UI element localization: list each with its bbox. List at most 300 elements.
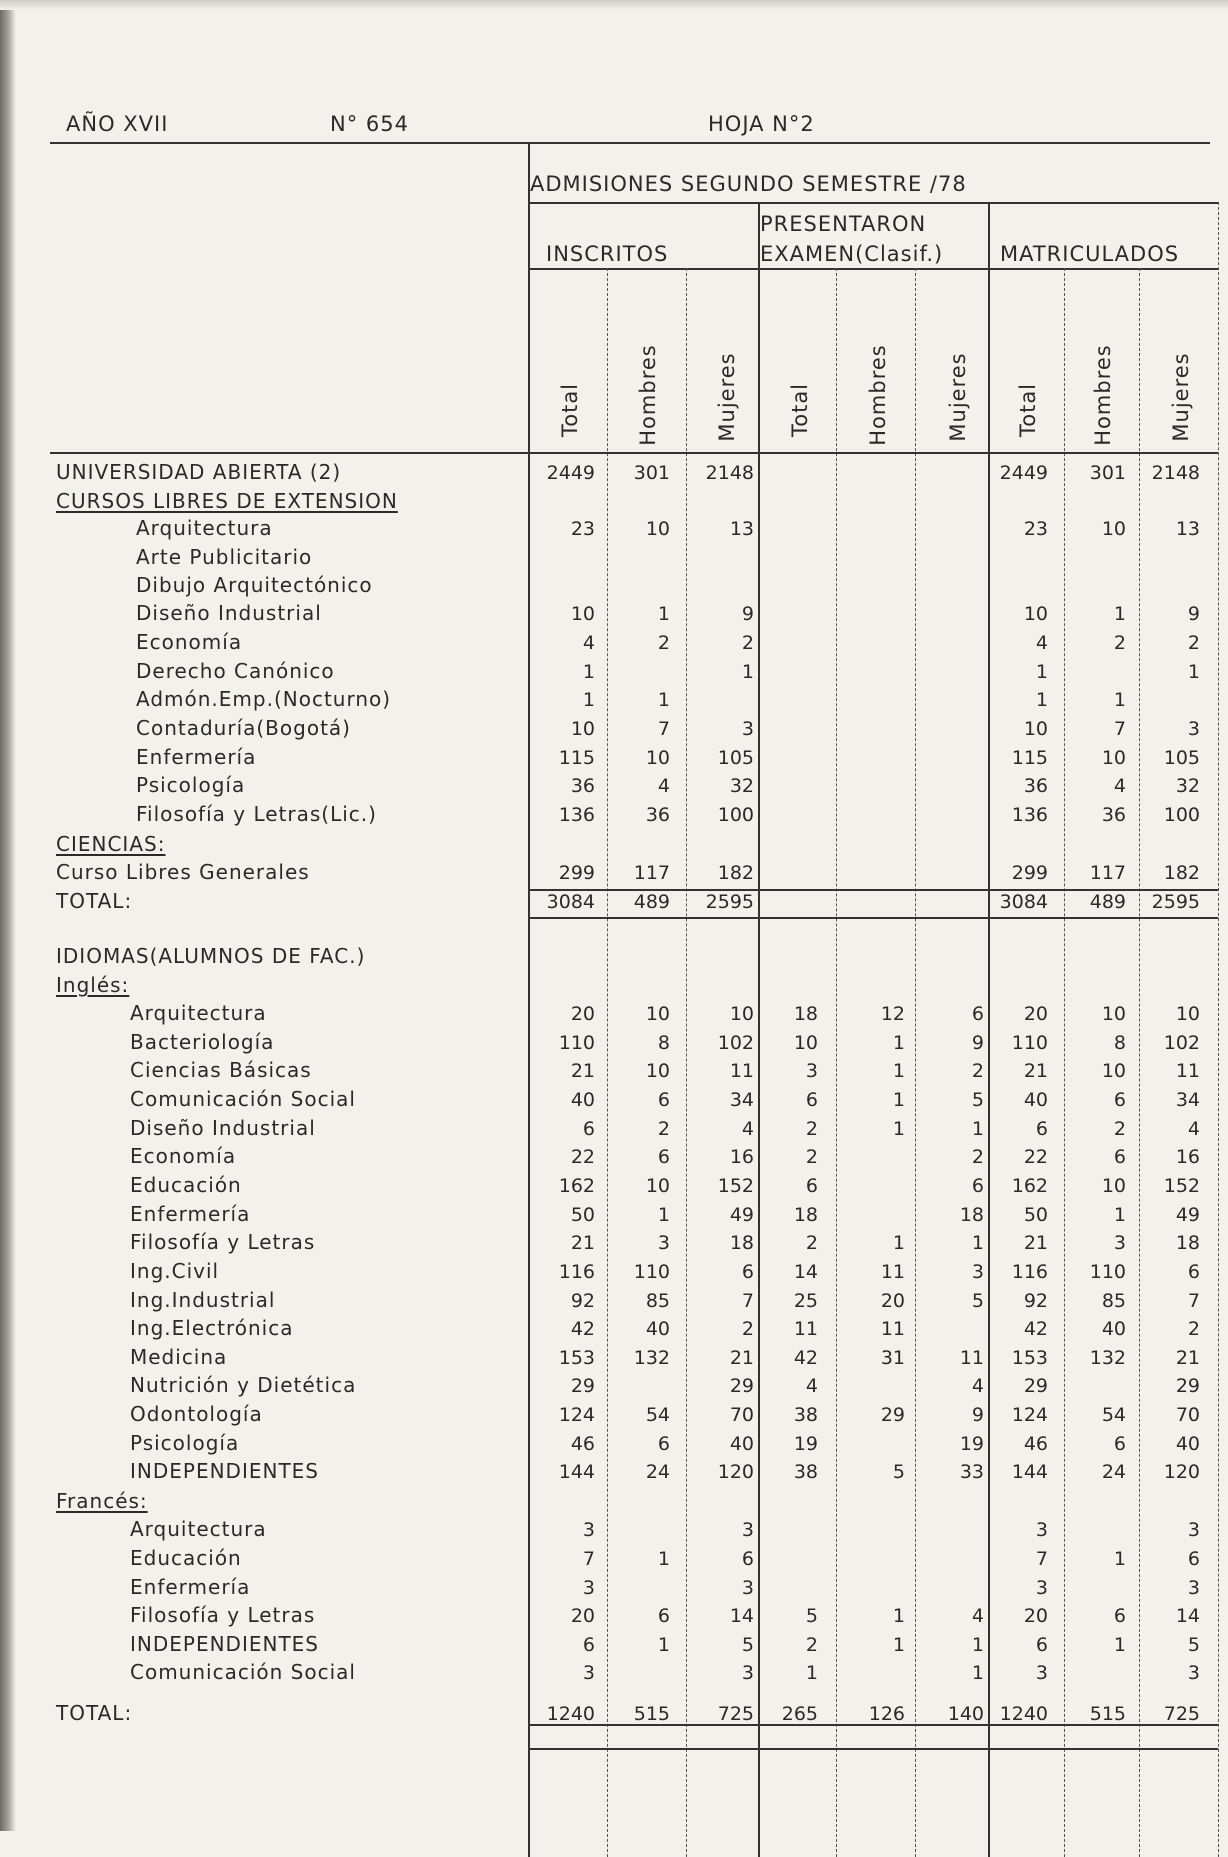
table-cell: 36 bbox=[570, 775, 595, 797]
table-cell: 40 bbox=[1101, 1318, 1126, 1340]
table-cell: 3 bbox=[582, 1662, 595, 1684]
table-cell: 6 bbox=[582, 1634, 595, 1656]
table-cell: 2 bbox=[805, 1634, 818, 1656]
table-cell: 20 bbox=[1023, 1605, 1048, 1627]
table-cell: 10 bbox=[1101, 1060, 1126, 1082]
table-cell: 2148 bbox=[705, 462, 754, 484]
table-cell: 1 bbox=[971, 1634, 984, 1656]
table-cell: 46 bbox=[1023, 1433, 1048, 1455]
table-cell: 102 bbox=[1163, 1032, 1200, 1054]
table-cell: 2 bbox=[1187, 632, 1200, 654]
table-cell: 40 bbox=[1023, 1089, 1048, 1111]
table-cell: 16 bbox=[1175, 1146, 1200, 1168]
table-cell: 3 bbox=[741, 1577, 754, 1599]
table-cell: 10 bbox=[1101, 518, 1126, 540]
table-cell: 10 bbox=[645, 747, 670, 769]
table-cell: 10 bbox=[645, 1003, 670, 1025]
table-cell: 117 bbox=[633, 862, 670, 884]
table-cell: 85 bbox=[1101, 1290, 1126, 1312]
table-cell: 46 bbox=[570, 1433, 595, 1455]
table-cell: 6 bbox=[1113, 1089, 1126, 1111]
table-cell: 6 bbox=[971, 1175, 984, 1197]
row-label: Contaduría(Bogotá) bbox=[136, 716, 351, 740]
table-cell: 3 bbox=[1113, 1232, 1126, 1254]
table-cell: 6 bbox=[1113, 1433, 1126, 1455]
table-cell: 4 bbox=[1113, 775, 1126, 797]
table-cell: 29 bbox=[729, 1375, 754, 1397]
table-cell: 29 bbox=[1023, 1375, 1048, 1397]
table-cell: 4 bbox=[582, 632, 595, 654]
table-cell: 153 bbox=[558, 1347, 595, 1369]
row-label: Filosofía y Letras(Lic.) bbox=[136, 802, 377, 826]
issue-number: N° 654 bbox=[330, 112, 409, 136]
row-label: Odontología bbox=[130, 1402, 263, 1426]
table-cell: 2449 bbox=[999, 462, 1048, 484]
row-label: Ing.Electrónica bbox=[130, 1316, 294, 1340]
table-cell: 3 bbox=[1035, 1662, 1048, 1684]
table-cell: 6 bbox=[1187, 1548, 1200, 1570]
subcol-mujeres: Mujeres bbox=[715, 352, 739, 442]
row-label: CURSOS LIBRES DE EXTENSION bbox=[56, 489, 398, 513]
table-cell: 9 bbox=[1187, 603, 1200, 625]
table-cell: 3 bbox=[1035, 1577, 1048, 1599]
table-cell: 36 bbox=[1023, 775, 1048, 797]
table-cell: 10 bbox=[570, 718, 595, 740]
row-label: Dibujo Arquitectónico bbox=[136, 573, 373, 597]
table-cell: 11 bbox=[793, 1318, 818, 1340]
row-label: Ing.Civil bbox=[130, 1259, 220, 1283]
row-label: Enfermería bbox=[130, 1202, 251, 1226]
table-cell: 14 bbox=[793, 1261, 818, 1283]
row-label: Arquitectura bbox=[136, 516, 273, 540]
table-cell: 120 bbox=[1163, 1461, 1200, 1483]
table-cell: 18 bbox=[793, 1003, 818, 1025]
table-cell: 92 bbox=[1023, 1290, 1048, 1312]
subcol-total: Total bbox=[788, 382, 812, 438]
table-cell: 3 bbox=[1187, 718, 1200, 740]
row-label: Filosofía y Letras bbox=[130, 1603, 316, 1627]
table-cell: 21 bbox=[1023, 1232, 1048, 1254]
table-cell: 7 bbox=[1113, 718, 1126, 740]
page-edge-shadow bbox=[0, 0, 16, 1831]
row-label: Medicina bbox=[130, 1345, 228, 1369]
group-presentaron-line2: EXAMEN(Clasif.) bbox=[760, 242, 944, 266]
table-cell: 4 bbox=[971, 1375, 984, 1397]
table-cell: 6 bbox=[741, 1261, 754, 1283]
table-cell: 2 bbox=[741, 632, 754, 654]
row-label: Bacteriología bbox=[130, 1030, 275, 1054]
table-cell: 100 bbox=[717, 804, 754, 826]
table-cell: 301 bbox=[1089, 462, 1126, 484]
table-cell: 7 bbox=[1187, 1290, 1200, 1312]
table-cell: 162 bbox=[558, 1175, 595, 1197]
table-cell: 3 bbox=[1187, 1577, 1200, 1599]
table-cell: 2449 bbox=[546, 462, 595, 484]
table-cell: 21 bbox=[1023, 1060, 1048, 1082]
table-cell: 9 bbox=[971, 1032, 984, 1054]
table-cell: 4 bbox=[741, 1118, 754, 1140]
table-cell: 1 bbox=[582, 689, 595, 711]
table-cell: 1 bbox=[892, 1089, 905, 1111]
table-cell: 2 bbox=[971, 1060, 984, 1082]
table-cell: 7 bbox=[741, 1290, 754, 1312]
table-cell: 20 bbox=[880, 1290, 905, 1312]
table-cell: 24 bbox=[645, 1461, 670, 1483]
table-cell: 105 bbox=[717, 747, 754, 769]
table-cell: 725 bbox=[1163, 1703, 1200, 1725]
table-cell: 21 bbox=[570, 1060, 595, 1082]
table-cell: 5 bbox=[1187, 1634, 1200, 1656]
table-cell: 40 bbox=[645, 1318, 670, 1340]
table-cell: 11 bbox=[880, 1261, 905, 1283]
table-cell: 299 bbox=[1011, 862, 1048, 884]
row-label: TOTAL: bbox=[56, 889, 133, 913]
table-cell: 20 bbox=[570, 1605, 595, 1627]
table-cell: 2 bbox=[971, 1146, 984, 1168]
row-label: Ciencias Básicas bbox=[130, 1058, 312, 1082]
table-cell: 1 bbox=[892, 1232, 905, 1254]
table-cell: 10 bbox=[1023, 603, 1048, 625]
row-label: Psicología bbox=[136, 773, 246, 797]
table-cell: 24 bbox=[1101, 1461, 1126, 1483]
table-cell: 70 bbox=[729, 1404, 754, 1426]
table-cell: 489 bbox=[633, 891, 670, 913]
row-label: Diseño Industrial bbox=[130, 1116, 316, 1140]
table-cell: 6 bbox=[971, 1003, 984, 1025]
table-cell: 1 bbox=[741, 661, 754, 683]
table-cell: 3 bbox=[741, 1519, 754, 1541]
table-cell: 2 bbox=[741, 1318, 754, 1340]
table-cell: 13 bbox=[729, 518, 754, 540]
table-cell: 10 bbox=[729, 1003, 754, 1025]
subcol-total: Total bbox=[1016, 382, 1040, 438]
table-cell: 54 bbox=[1101, 1404, 1126, 1426]
table-cell: 36 bbox=[645, 804, 670, 826]
table-cell: 14 bbox=[729, 1605, 754, 1627]
table-cell: 1 bbox=[805, 1662, 818, 1684]
table-cell: 6 bbox=[805, 1175, 818, 1197]
table-cell: 1 bbox=[657, 603, 670, 625]
table-cell: 116 bbox=[558, 1261, 595, 1283]
table-cell: 13 bbox=[1175, 518, 1200, 540]
table-cell: 10 bbox=[570, 603, 595, 625]
table-cell: 31 bbox=[880, 1347, 905, 1369]
table-cell: 10 bbox=[1101, 747, 1126, 769]
table-cell: 725 bbox=[717, 1703, 754, 1725]
table-cell: 5 bbox=[892, 1461, 905, 1483]
table-cell: 3 bbox=[805, 1060, 818, 1082]
table-cell: 182 bbox=[1163, 862, 1200, 884]
table-cell: 1 bbox=[971, 1232, 984, 1254]
table-cell: 8 bbox=[657, 1032, 670, 1054]
table-cell: 3 bbox=[582, 1577, 595, 1599]
table-cell: 6 bbox=[1035, 1634, 1048, 1656]
table-cell: 19 bbox=[793, 1433, 818, 1455]
table-cell: 92 bbox=[570, 1290, 595, 1312]
table-cell: 116 bbox=[1011, 1261, 1048, 1283]
subcol-hombres: Hombres bbox=[1091, 344, 1115, 446]
table-cell: 2595 bbox=[1151, 891, 1200, 913]
row-label: CIENCIAS: bbox=[56, 832, 166, 856]
table-cell: 3 bbox=[582, 1519, 595, 1541]
row-label: Nutrición y Dietética bbox=[130, 1373, 357, 1397]
sheet-number: HOJA N°2 bbox=[708, 112, 815, 136]
table-cell: 6 bbox=[657, 1433, 670, 1455]
table-cell: 140 bbox=[947, 1703, 984, 1725]
table-cell: 54 bbox=[645, 1404, 670, 1426]
table-cell: 4 bbox=[971, 1605, 984, 1627]
table-cell: 3084 bbox=[999, 891, 1048, 913]
row-label: UNIVERSIDAD ABIERTA (2) bbox=[56, 460, 342, 484]
table-cell: 21 bbox=[570, 1232, 595, 1254]
table-cell: 32 bbox=[1175, 775, 1200, 797]
table-cell: 4 bbox=[657, 775, 670, 797]
table-cell: 1 bbox=[657, 689, 670, 711]
table-cell: 11 bbox=[1175, 1060, 1200, 1082]
row-label: Educación bbox=[130, 1546, 242, 1570]
table-cell: 10 bbox=[645, 1060, 670, 1082]
table-cell: 1 bbox=[1035, 689, 1048, 711]
table-cell: 21 bbox=[1175, 1347, 1200, 1369]
table-cell: 19 bbox=[959, 1433, 984, 1455]
table-cell: 18 bbox=[959, 1204, 984, 1226]
table-cell: 6 bbox=[1035, 1118, 1048, 1140]
table-cell: 2595 bbox=[705, 891, 754, 913]
table-cell: 3 bbox=[741, 1662, 754, 1684]
table-cell: 6 bbox=[1187, 1261, 1200, 1283]
table-cell: 2 bbox=[805, 1232, 818, 1254]
table-cell: 7 bbox=[657, 718, 670, 740]
table-cell: 50 bbox=[1023, 1204, 1048, 1226]
table-cell: 2 bbox=[657, 1118, 670, 1140]
row-label: Derecho Canónico bbox=[136, 659, 335, 683]
table-cell: 2 bbox=[805, 1118, 818, 1140]
table-cell: 29 bbox=[880, 1404, 905, 1426]
table-cell: 36 bbox=[1101, 804, 1126, 826]
table-cell: 1 bbox=[1113, 1548, 1126, 1570]
table-cell: 1 bbox=[1113, 1634, 1126, 1656]
table-cell: 34 bbox=[1175, 1089, 1200, 1111]
table-cell: 299 bbox=[558, 862, 595, 884]
table-cell: 110 bbox=[558, 1032, 595, 1054]
table-cell: 1 bbox=[971, 1662, 984, 1684]
table-cell: 11 bbox=[880, 1318, 905, 1340]
table-cell: 1 bbox=[892, 1060, 905, 1082]
row-label: Curso Libres Generales bbox=[56, 860, 310, 884]
table-cell: 6 bbox=[657, 1089, 670, 1111]
subcol-hombres: Hombres bbox=[636, 344, 660, 446]
table-cell: 136 bbox=[558, 804, 595, 826]
table-cell: 23 bbox=[1023, 518, 1048, 540]
table-cell: 1 bbox=[892, 1118, 905, 1140]
row-label: INDEPENDIENTES bbox=[130, 1459, 319, 1483]
table-cell: 136 bbox=[1011, 804, 1048, 826]
table-left-border bbox=[528, 142, 530, 1857]
table-cell: 9 bbox=[741, 603, 754, 625]
row-label: Arquitectura bbox=[130, 1001, 267, 1025]
table-cell: 42 bbox=[570, 1318, 595, 1340]
table-cell: 5 bbox=[741, 1634, 754, 1656]
table-cell: 3 bbox=[657, 1232, 670, 1254]
table-cell: 301 bbox=[633, 462, 670, 484]
table-cell: 1 bbox=[657, 1548, 670, 1570]
table-cell: 10 bbox=[1175, 1003, 1200, 1025]
table-cell: 6 bbox=[1113, 1146, 1126, 1168]
table-cell: 40 bbox=[1175, 1433, 1200, 1455]
table-cell: 33 bbox=[959, 1461, 984, 1483]
table-cell: 2 bbox=[1113, 1118, 1126, 1140]
row-label: Admón.Emp.(Nocturno) bbox=[136, 687, 392, 711]
table-cell: 265 bbox=[781, 1703, 818, 1725]
table-cell: 153 bbox=[1011, 1347, 1048, 1369]
group-presentaron-line1: PRESENTARON bbox=[760, 212, 927, 236]
table-cell: 124 bbox=[558, 1404, 595, 1426]
row-label: Inglés: bbox=[56, 973, 130, 997]
table-cell: 70 bbox=[1175, 1404, 1200, 1426]
table-cell: 10 bbox=[645, 1175, 670, 1197]
table-cell: 50 bbox=[570, 1204, 595, 1226]
table-cell: 8 bbox=[1113, 1032, 1126, 1054]
table-cell: 1 bbox=[892, 1032, 905, 1054]
table-cell: 1 bbox=[582, 661, 595, 683]
table-cell: 515 bbox=[633, 1703, 670, 1725]
table-cell: 1 bbox=[1113, 1204, 1126, 1226]
group-rule bbox=[528, 268, 1218, 270]
table-cell: 20 bbox=[1023, 1003, 1048, 1025]
table-cell: 14 bbox=[1175, 1605, 1200, 1627]
year-label: AÑO XVII bbox=[66, 112, 169, 136]
table-cell: 34 bbox=[729, 1089, 754, 1111]
table-cell: 2 bbox=[805, 1146, 818, 1168]
table-cell: 85 bbox=[645, 1290, 670, 1312]
table-cell: 1240 bbox=[546, 1703, 595, 1725]
table-cell: 115 bbox=[558, 747, 595, 769]
table-cell: 115 bbox=[1011, 747, 1048, 769]
table-cell: 110 bbox=[633, 1261, 670, 1283]
table-cell: 1 bbox=[1113, 689, 1126, 711]
table-cell: 1 bbox=[657, 1634, 670, 1656]
table-cell: 16 bbox=[729, 1146, 754, 1168]
table-cell: 49 bbox=[1175, 1204, 1200, 1226]
table-cell: 1 bbox=[1187, 661, 1200, 683]
table-cell: 7 bbox=[582, 1548, 595, 1570]
table-cell: 42 bbox=[1023, 1318, 1048, 1340]
row-label: Ing.Industrial bbox=[130, 1288, 276, 1312]
table-cell: 12 bbox=[880, 1003, 905, 1025]
table-cell: 20 bbox=[570, 1003, 595, 1025]
table-cell: 10 bbox=[645, 518, 670, 540]
row-label: Francés: bbox=[56, 1489, 148, 1513]
table-cell: 6 bbox=[582, 1118, 595, 1140]
table-cell: 22 bbox=[1023, 1146, 1048, 1168]
table-cell: 100 bbox=[1163, 804, 1200, 826]
table-cell: 2 bbox=[1187, 1318, 1200, 1340]
title-rule bbox=[528, 202, 1218, 204]
table-cell: 3084 bbox=[546, 891, 595, 913]
table-cell: 38 bbox=[793, 1461, 818, 1483]
table-cell: 117 bbox=[1089, 862, 1126, 884]
table-cell: 2148 bbox=[1151, 462, 1200, 484]
table-cell: 49 bbox=[729, 1204, 754, 1226]
header-rule bbox=[50, 142, 1210, 144]
table-cell: 2 bbox=[1113, 632, 1126, 654]
table-cell: 162 bbox=[1011, 1175, 1048, 1197]
table-cell: 1 bbox=[892, 1605, 905, 1627]
table-cell: 18 bbox=[793, 1204, 818, 1226]
table-cell: 152 bbox=[717, 1175, 754, 1197]
row-label: Comunicación Social bbox=[130, 1087, 356, 1111]
table-cell: 40 bbox=[729, 1433, 754, 1455]
row-label: Filosofía y Letras bbox=[130, 1230, 316, 1254]
table-cell: 6 bbox=[1113, 1605, 1126, 1627]
table-cell: 3 bbox=[1035, 1519, 1048, 1541]
row-label: Enfermería bbox=[136, 745, 257, 769]
table-cell: 10 bbox=[1101, 1175, 1126, 1197]
table-cell: 38 bbox=[793, 1404, 818, 1426]
table-cell: 144 bbox=[558, 1461, 595, 1483]
table-cell: 4 bbox=[1035, 632, 1048, 654]
subcol-mujeres: Mujeres bbox=[946, 352, 970, 442]
row-label: Psicología bbox=[130, 1431, 240, 1455]
table-title: ADMISIONES SEGUNDO SEMESTRE /78 bbox=[530, 172, 967, 196]
table-cell: 1 bbox=[1035, 661, 1048, 683]
table-cell: 152 bbox=[1163, 1175, 1200, 1197]
table-cell: 3 bbox=[741, 718, 754, 740]
table-right-border bbox=[1218, 202, 1219, 1857]
group-matriculados: MATRICULADOS bbox=[1000, 242, 1180, 266]
row-label: TOTAL: bbox=[56, 1701, 133, 1725]
table-cell: 10 bbox=[1023, 718, 1048, 740]
table-cell: 23 bbox=[570, 518, 595, 540]
subcol-hombres: Hombres bbox=[866, 344, 890, 446]
table-cell: 1240 bbox=[999, 1703, 1048, 1725]
row-label: INDEPENDIENTES bbox=[130, 1632, 319, 1656]
table-cell: 124 bbox=[1011, 1404, 1048, 1426]
table-cell: 6 bbox=[805, 1089, 818, 1111]
table-cell: 6 bbox=[657, 1605, 670, 1627]
table-cell: 5 bbox=[971, 1089, 984, 1111]
table-cell: 5 bbox=[805, 1605, 818, 1627]
table-cell: 5 bbox=[971, 1290, 984, 1312]
table-cell: 6 bbox=[657, 1146, 670, 1168]
table-cell: 102 bbox=[717, 1032, 754, 1054]
table-cell: 110 bbox=[1089, 1261, 1126, 1283]
table-cell: 6 bbox=[741, 1548, 754, 1570]
row-label: Arquitectura bbox=[130, 1517, 267, 1541]
total-rule-bottom bbox=[528, 917, 1218, 919]
table-cell: 21 bbox=[729, 1347, 754, 1369]
table-cell: 110 bbox=[1011, 1032, 1048, 1054]
table-cell: 144 bbox=[1011, 1461, 1048, 1483]
table-cell: 22 bbox=[570, 1146, 595, 1168]
row-label: Comunicación Social bbox=[130, 1660, 356, 1684]
row-label: Economía bbox=[130, 1144, 237, 1168]
table-cell: 40 bbox=[570, 1089, 595, 1111]
table-cell: 3 bbox=[1187, 1662, 1200, 1684]
table-cell: 11 bbox=[959, 1347, 984, 1369]
final-total-rule-bottom bbox=[528, 1748, 1218, 1750]
table-cell: 489 bbox=[1089, 891, 1126, 913]
table-cell: 182 bbox=[717, 862, 754, 884]
table-cell: 1 bbox=[1113, 603, 1126, 625]
table-cell: 10 bbox=[1101, 1003, 1126, 1025]
row-label: Diseño Industrial bbox=[136, 601, 322, 625]
table-cell: 18 bbox=[729, 1232, 754, 1254]
row-label: Educación bbox=[130, 1173, 242, 1197]
subcol-total: Total bbox=[558, 382, 582, 438]
table-cell: 29 bbox=[1175, 1375, 1200, 1397]
table-cell: 1 bbox=[971, 1118, 984, 1140]
